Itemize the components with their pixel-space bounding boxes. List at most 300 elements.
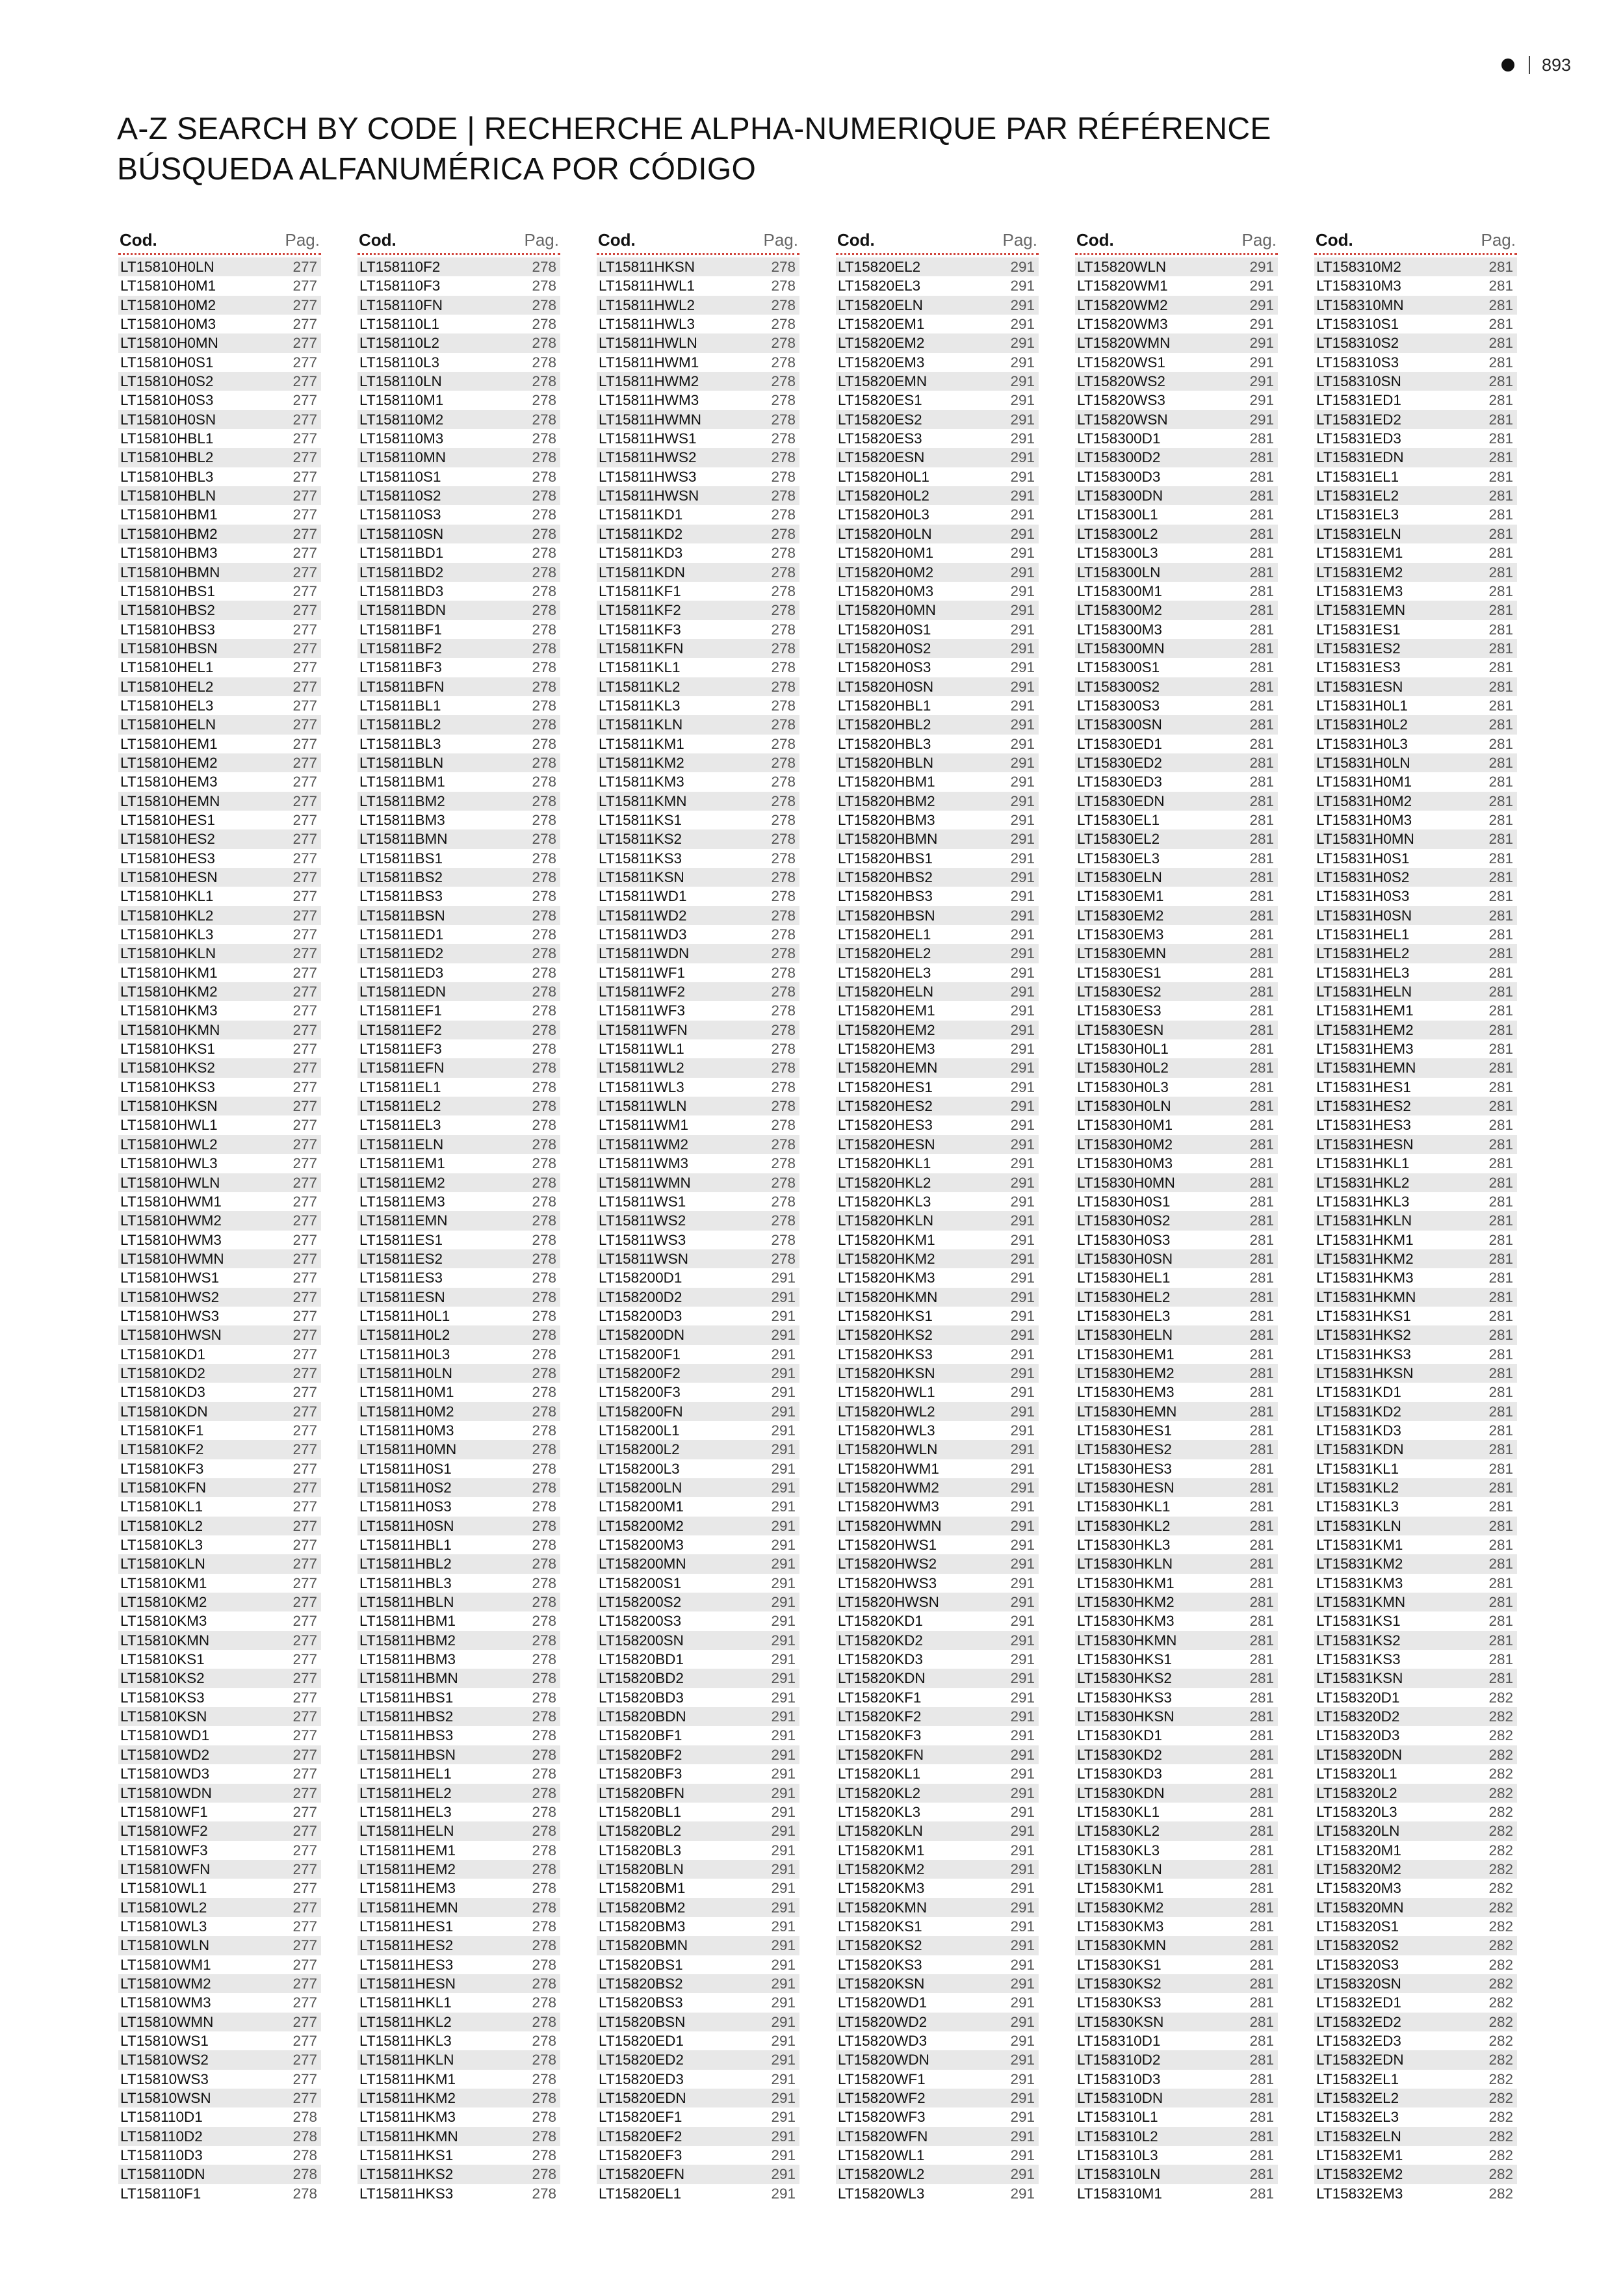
page-reference: 291 xyxy=(1010,678,1035,695)
product-code: LT158110D1 xyxy=(120,2109,203,2126)
page-reference: 281 xyxy=(1249,1670,1274,1687)
product-code: LT15830HES1 xyxy=(1077,1422,1172,1439)
page-reference: 278 xyxy=(532,1899,556,1916)
page-reference: 282 xyxy=(1488,1880,1513,1897)
page-reference: 281 xyxy=(1488,1060,1513,1076)
product-code: LT15810HWL3 xyxy=(120,1155,218,1172)
page-reference: 291 xyxy=(771,1632,796,1649)
list-item xyxy=(1075,2031,1278,2050)
product-code: LT15810KM3 xyxy=(120,1613,207,1630)
product-code: LT15820WL1 xyxy=(838,2147,925,2164)
list-item xyxy=(597,1440,799,1459)
list-item xyxy=(1314,906,1517,925)
page-reference: 277 xyxy=(292,564,317,581)
product-code: LT15811H0LN xyxy=(359,1364,453,1381)
product-code: LT15811WD2 xyxy=(599,907,687,924)
product-code: LT15820BS1 xyxy=(599,1956,683,1973)
list-item xyxy=(1314,963,1517,982)
product-code: LT15830HKM3 xyxy=(1077,1613,1175,1630)
page-reference: 281 xyxy=(1488,1651,1513,1668)
page-reference: 281 xyxy=(1488,1384,1513,1401)
list-item xyxy=(1314,1860,1517,1879)
list-item xyxy=(1314,257,1517,276)
product-code: LT15820HBS1 xyxy=(838,850,933,867)
list-item xyxy=(1314,1955,1517,1974)
product-code: LT15811HWS1 xyxy=(599,430,697,447)
list-item xyxy=(118,639,321,658)
list-item xyxy=(597,1288,799,1307)
product-code: LT15811HKS2 xyxy=(359,2166,454,2183)
page-reference: 278 xyxy=(292,2166,317,2183)
page-reference: 291 xyxy=(1010,1937,1035,1954)
list-item xyxy=(1075,505,1278,524)
product-code: LT15811H0L2 xyxy=(359,1327,450,1344)
page-reference: 278 xyxy=(532,1117,556,1134)
product-code: LT15820H0M2 xyxy=(838,564,934,581)
list-item xyxy=(597,811,799,829)
page-reference: 291 xyxy=(1010,1860,1035,1877)
product-code: LT158110S1 xyxy=(359,468,441,485)
list-item xyxy=(597,1249,799,1268)
product-code: LT15810HBM1 xyxy=(120,506,218,523)
product-code: LT158310DN xyxy=(1077,2090,1163,2106)
product-code: LT15811HBS1 xyxy=(359,1689,454,1706)
page-reference: 281 xyxy=(1488,1670,1513,1687)
product-code: LT158300S1 xyxy=(1077,659,1160,676)
list-item xyxy=(836,410,1039,429)
list-item xyxy=(836,1669,1039,1688)
list-item xyxy=(1314,1993,1517,2012)
list-item xyxy=(357,1192,560,1211)
list-item xyxy=(357,333,560,352)
list-item xyxy=(1075,1936,1278,1955)
list-item xyxy=(357,1917,560,1936)
product-code: LT15831H0L3 xyxy=(1316,735,1408,752)
page-reference: 278 xyxy=(771,1155,796,1172)
page-reference: 281 xyxy=(1249,2147,1274,2164)
page-reference: 281 xyxy=(1249,1823,1274,1840)
page-reference: 281 xyxy=(1249,602,1274,619)
page-reference: 277 xyxy=(292,1517,317,1534)
page-reference: 277 xyxy=(292,468,317,485)
list-item xyxy=(836,1154,1039,1173)
list-item xyxy=(597,963,799,982)
title-line-2: BÚSQUEDA ALFANUMÉRICA POR CÓDIGO xyxy=(117,152,757,187)
page-reference: 278 xyxy=(532,1823,556,1840)
list-item xyxy=(1075,1821,1278,1840)
product-code: LT158200SN xyxy=(599,1632,684,1649)
list-item xyxy=(1075,1611,1278,1630)
list-item xyxy=(1075,696,1278,715)
page-reference: 291 xyxy=(771,2052,796,2068)
list-item xyxy=(118,1478,321,1497)
page-reference: 291 xyxy=(1010,1231,1035,1248)
page-reference: 281 xyxy=(1488,697,1513,714)
list-item xyxy=(1314,1593,1517,1611)
page-reference: 281 xyxy=(1249,659,1274,676)
product-code: LT15810KD3 xyxy=(120,1384,205,1401)
page-reference: 278 xyxy=(532,506,556,523)
list-item xyxy=(1314,1611,1517,1630)
page-reference: 278 xyxy=(771,449,796,466)
product-code: LT15820KSN xyxy=(838,1975,925,1992)
product-code: LT15831KM1 xyxy=(1316,1537,1403,1554)
page-reference: 281 xyxy=(1249,449,1274,466)
page-reference: 291 xyxy=(1010,754,1035,771)
list-item xyxy=(357,486,560,505)
product-code: LT158110S3 xyxy=(359,506,441,523)
list-item xyxy=(1075,1993,1278,2012)
page-title xyxy=(117,109,1271,190)
column-header xyxy=(357,229,560,255)
page-reference: 277 xyxy=(292,907,317,924)
list-item xyxy=(357,525,560,543)
product-code: LT15820HEM1 xyxy=(838,1002,935,1019)
page-reference: 277 xyxy=(292,888,317,905)
product-code: LT15820WD1 xyxy=(838,1994,928,2011)
product-code: LT158300M2 xyxy=(1077,602,1162,619)
product-code: LT15831KM2 xyxy=(1316,1556,1403,1572)
page-reference: 281 xyxy=(1488,1594,1513,1611)
list-item xyxy=(1075,868,1278,887)
page-reference: 278 xyxy=(771,678,796,695)
page-reference: 281 xyxy=(1488,1270,1513,1286)
entry-list xyxy=(1314,257,1517,2203)
list-item xyxy=(118,2107,321,2126)
product-code: LT158320S2 xyxy=(1316,1937,1399,1954)
list-item xyxy=(1075,1440,1278,1459)
page-reference: 281 xyxy=(1249,1613,1274,1630)
page-reference: 281 xyxy=(1488,678,1513,695)
list-item xyxy=(836,1993,1039,2012)
page-reference: 291 xyxy=(771,1937,796,1954)
list-item xyxy=(597,1726,799,1745)
list-item xyxy=(597,543,799,562)
list-item xyxy=(1075,677,1278,696)
list-item xyxy=(357,276,560,295)
page-reference: 278 xyxy=(532,716,556,733)
product-code: LT15831H0M1 xyxy=(1316,774,1412,790)
product-code: LT15811WS2 xyxy=(599,1212,686,1229)
page-reference: 281 xyxy=(1249,564,1274,581)
list-item xyxy=(1314,1345,1517,1364)
list-item xyxy=(118,276,321,295)
page-reference: 281 xyxy=(1488,1041,1513,1058)
page-reference: 291 xyxy=(1010,2128,1035,2145)
product-code: LT158110L2 xyxy=(359,335,440,352)
page-reference: 281 xyxy=(1488,735,1513,752)
list-item xyxy=(1314,486,1517,505)
list-item xyxy=(597,1058,799,1077)
product-code: LT15811HEM2 xyxy=(359,1860,456,1877)
page-reference: 277 xyxy=(292,411,317,428)
list-item xyxy=(1314,1669,1517,1688)
header-code-label: Cod. xyxy=(1316,230,1353,250)
list-item xyxy=(1314,1402,1517,1421)
page-reference: 281 xyxy=(1488,1556,1513,1572)
product-code: LT15811HBMN xyxy=(359,1670,458,1687)
list-item xyxy=(118,601,321,620)
page-reference: 277 xyxy=(292,259,317,275)
product-code: LT15810HKL3 xyxy=(120,926,214,943)
page-reference: 281 xyxy=(1249,545,1274,562)
list-item xyxy=(836,811,1039,829)
index-column xyxy=(1075,229,1278,2203)
list-item xyxy=(118,1611,321,1630)
product-code: LT15810WL2 xyxy=(120,1899,207,1916)
page-reference: 277 xyxy=(292,1594,317,1611)
page-reference: 281 xyxy=(1249,1078,1274,1095)
list-item xyxy=(357,1955,560,1974)
page-reference: 277 xyxy=(292,354,317,371)
list-item xyxy=(357,1268,560,1287)
list-item xyxy=(357,1001,560,1020)
product-code: LT15820HWSN xyxy=(838,1594,939,1611)
list-item xyxy=(836,1097,1039,1115)
list-item xyxy=(1075,772,1278,791)
list-item xyxy=(597,1650,799,1669)
list-item xyxy=(1314,1211,1517,1230)
page-reference: 277 xyxy=(292,1021,317,1038)
product-code: LT158320MN xyxy=(1316,1899,1404,1916)
page-reference: 291 xyxy=(1010,1556,1035,1572)
product-code: LT158310MN xyxy=(1316,296,1404,313)
product-code: LT15820WF2 xyxy=(838,2090,926,2106)
list-item xyxy=(597,1135,799,1154)
list-item xyxy=(1075,1402,1278,1421)
product-code: LT15831HKL3 xyxy=(1316,1193,1410,1210)
product-code: LT15820H0MN xyxy=(838,602,936,619)
product-code: LT15831HKM1 xyxy=(1316,1231,1414,1248)
product-code: LT15820HBSN xyxy=(838,907,935,924)
product-code: LT15811KM1 xyxy=(599,735,684,752)
list-item xyxy=(836,1173,1039,1192)
list-item xyxy=(357,1574,560,1593)
product-code: LT15811KS3 xyxy=(599,850,682,867)
product-code: LT15811ELN xyxy=(359,1136,444,1153)
list-item xyxy=(1314,925,1517,944)
page-reference: 281 xyxy=(1249,984,1274,1000)
list-item xyxy=(1075,2089,1278,2107)
page-reference: 291 xyxy=(1249,392,1274,409)
page-reference: 281 xyxy=(1488,774,1513,790)
product-code: LT15810H0S1 xyxy=(120,354,214,371)
list-item xyxy=(357,2146,560,2165)
list-item xyxy=(597,792,799,811)
product-code: LT15811HEL2 xyxy=(359,1784,452,1801)
product-code: LT15811HWL3 xyxy=(599,316,695,333)
list-item xyxy=(836,2070,1039,2089)
header-page-label: Pag. xyxy=(1002,230,1037,250)
list-item xyxy=(597,1784,799,1803)
list-item xyxy=(357,639,560,658)
page-reference: 281 xyxy=(1249,1517,1274,1534)
product-code: LT15811BL1 xyxy=(359,697,441,714)
list-item xyxy=(1075,1154,1278,1173)
product-code: LT15830H0L1 xyxy=(1077,1041,1169,1058)
page-reference: 281 xyxy=(1249,2032,1274,2049)
product-code: LT158200M2 xyxy=(599,1517,684,1534)
product-code: LT15831H0M2 xyxy=(1316,792,1412,809)
product-code: LT15831H0L1 xyxy=(1316,697,1408,714)
product-code: LT158310SN xyxy=(1316,373,1401,390)
product-code: LT15830EMN xyxy=(1077,945,1167,962)
list-item xyxy=(118,1154,321,1173)
list-item xyxy=(1314,2089,1517,2107)
page-reference: 291 xyxy=(1010,1422,1035,1439)
product-code: LT15830H0S3 xyxy=(1077,1231,1171,1248)
list-item xyxy=(1075,829,1278,848)
page-reference: 291 xyxy=(1249,278,1274,294)
page-reference: 277 xyxy=(292,716,317,733)
page-reference: 281 xyxy=(1488,1002,1513,1019)
product-code: LT15811HEMN xyxy=(359,1899,458,1916)
page-reference: 281 xyxy=(1488,1174,1513,1191)
page-reference: 281 xyxy=(1249,888,1274,905)
entry-list xyxy=(836,257,1039,2203)
product-code: LT158300MN xyxy=(1077,640,1165,657)
product-code: LT15810HWS1 xyxy=(120,1270,220,1286)
product-code: LT15830HKL3 xyxy=(1077,1537,1171,1554)
page-reference: 281 xyxy=(1249,1651,1274,1668)
product-code: LT15820BF2 xyxy=(599,1746,682,1763)
page-reference: 291 xyxy=(1010,1384,1035,1401)
header-code-label: Cod. xyxy=(837,230,875,250)
page-reference: 278 xyxy=(771,1193,796,1210)
product-code: LT15830HKL1 xyxy=(1077,1498,1171,1515)
list-item xyxy=(836,1821,1039,1840)
list-item xyxy=(118,2127,321,2146)
product-code: LT15830KS1 xyxy=(1077,1956,1162,1973)
product-code: LT15811HKM1 xyxy=(359,2070,456,2087)
list-item xyxy=(357,1650,560,1669)
product-code: LT15810H0M2 xyxy=(120,296,216,313)
product-code: LT15820EF3 xyxy=(599,2147,682,2164)
product-code: LT15810HWM2 xyxy=(120,1212,222,1229)
page-reference: 281 xyxy=(1249,1422,1274,1439)
page-reference: 278 xyxy=(532,1193,556,1210)
list-item xyxy=(1075,1669,1278,1688)
list-item xyxy=(1075,601,1278,620)
list-item xyxy=(836,1574,1039,1593)
page-reference: 281 xyxy=(1488,278,1513,294)
product-code: LT15830KS3 xyxy=(1077,1994,1162,2011)
product-code: LT158320M2 xyxy=(1316,1860,1401,1877)
list-item xyxy=(118,735,321,753)
list-item xyxy=(1314,620,1517,639)
product-code: LT15811BD3 xyxy=(359,582,444,599)
list-item xyxy=(1075,735,1278,753)
page-reference: 281 xyxy=(1249,1994,1274,2011)
page-reference: 281 xyxy=(1488,792,1513,809)
product-code: LT15820HES3 xyxy=(838,1117,933,1134)
product-code: LT15832EM2 xyxy=(1316,2166,1403,2183)
page-reference: 278 xyxy=(292,2109,317,2126)
page-reference: 291 xyxy=(771,1784,796,1801)
list-item xyxy=(118,1459,321,1478)
product-code: LT15810KMN xyxy=(120,1632,210,1649)
product-code: LT15811EM1 xyxy=(359,1155,445,1172)
list-item xyxy=(1075,792,1278,811)
list-item xyxy=(118,1402,321,1421)
list-item xyxy=(597,391,799,410)
list-item xyxy=(597,829,799,848)
page-reference: 277 xyxy=(292,850,317,867)
page-reference: 278 xyxy=(532,1975,556,1992)
product-code: LT15811ES2 xyxy=(359,1250,443,1267)
product-code: LT15820HWS2 xyxy=(838,1556,937,1572)
list-item xyxy=(836,1231,1039,1249)
product-code: LT15811BF3 xyxy=(359,659,442,676)
page-reference: 291 xyxy=(1010,1784,1035,1801)
page-reference: 291 xyxy=(771,1364,796,1381)
page-reference: 281 xyxy=(1488,1346,1513,1363)
product-code: LT15811ES1 xyxy=(359,1231,443,1248)
page-reference: 278 xyxy=(532,1842,556,1859)
list-item xyxy=(1075,1058,1278,1077)
page-reference: 278 xyxy=(532,2109,556,2126)
product-code: LT15820ES2 xyxy=(838,411,922,428)
list-item xyxy=(1314,1726,1517,1745)
list-item xyxy=(118,296,321,315)
list-item xyxy=(1075,906,1278,925)
page-reference: 278 xyxy=(532,1918,556,1935)
product-code: LT158300S2 xyxy=(1077,678,1160,695)
product-code: LT15810KSN xyxy=(120,1708,207,1725)
product-code: LT15830EM3 xyxy=(1077,926,1164,943)
list-item xyxy=(357,1459,560,1478)
list-item xyxy=(1075,1211,1278,1230)
page-reference: 278 xyxy=(532,1632,556,1649)
page-reference: 291 xyxy=(771,1803,796,1820)
list-item xyxy=(1314,2070,1517,2089)
list-item xyxy=(357,1039,560,1058)
product-code: LT15832ED1 xyxy=(1316,1994,1401,2011)
product-code: LT15811BS1 xyxy=(359,850,443,867)
page-reference: 291 xyxy=(1010,1460,1035,1477)
list-item xyxy=(118,2070,321,2089)
product-code: LT15810KS1 xyxy=(120,1651,205,1668)
page-reference: 281 xyxy=(1488,1498,1513,1515)
list-item xyxy=(836,429,1039,448)
product-code: LT15830KLN xyxy=(1077,1860,1162,1877)
list-item xyxy=(118,372,321,391)
page-reference: 281 xyxy=(1488,907,1513,924)
page-reference: 278 xyxy=(532,984,556,1000)
product-code: LT15831H0SN xyxy=(1316,907,1412,924)
product-code: LT15811HWM1 xyxy=(599,354,699,371)
list-item xyxy=(597,1821,799,1840)
product-code: LT15830H0SN xyxy=(1077,1250,1173,1267)
list-item xyxy=(357,543,560,562)
page-reference: 277 xyxy=(292,1975,317,1992)
page-reference: 278 xyxy=(532,1708,556,1725)
page-reference: 278 xyxy=(771,564,796,581)
page-reference: 281 xyxy=(1488,1117,1513,1134)
list-item xyxy=(1075,1707,1278,1726)
page-reference: 277 xyxy=(292,1155,317,1172)
list-item xyxy=(1075,1097,1278,1115)
page-reference: 281 xyxy=(1249,2109,1274,2126)
page-reference: 291 xyxy=(1010,602,1035,619)
list-item xyxy=(836,1325,1039,1344)
product-code: LT158320L3 xyxy=(1316,1803,1397,1820)
product-code: LT15831HEL1 xyxy=(1316,926,1410,943)
product-code: LT15811HEM3 xyxy=(359,1880,456,1897)
product-code: LT15811HKL2 xyxy=(359,2013,452,2030)
list-item xyxy=(597,2146,799,2165)
product-code: LT15830KD1 xyxy=(1077,1727,1162,1744)
